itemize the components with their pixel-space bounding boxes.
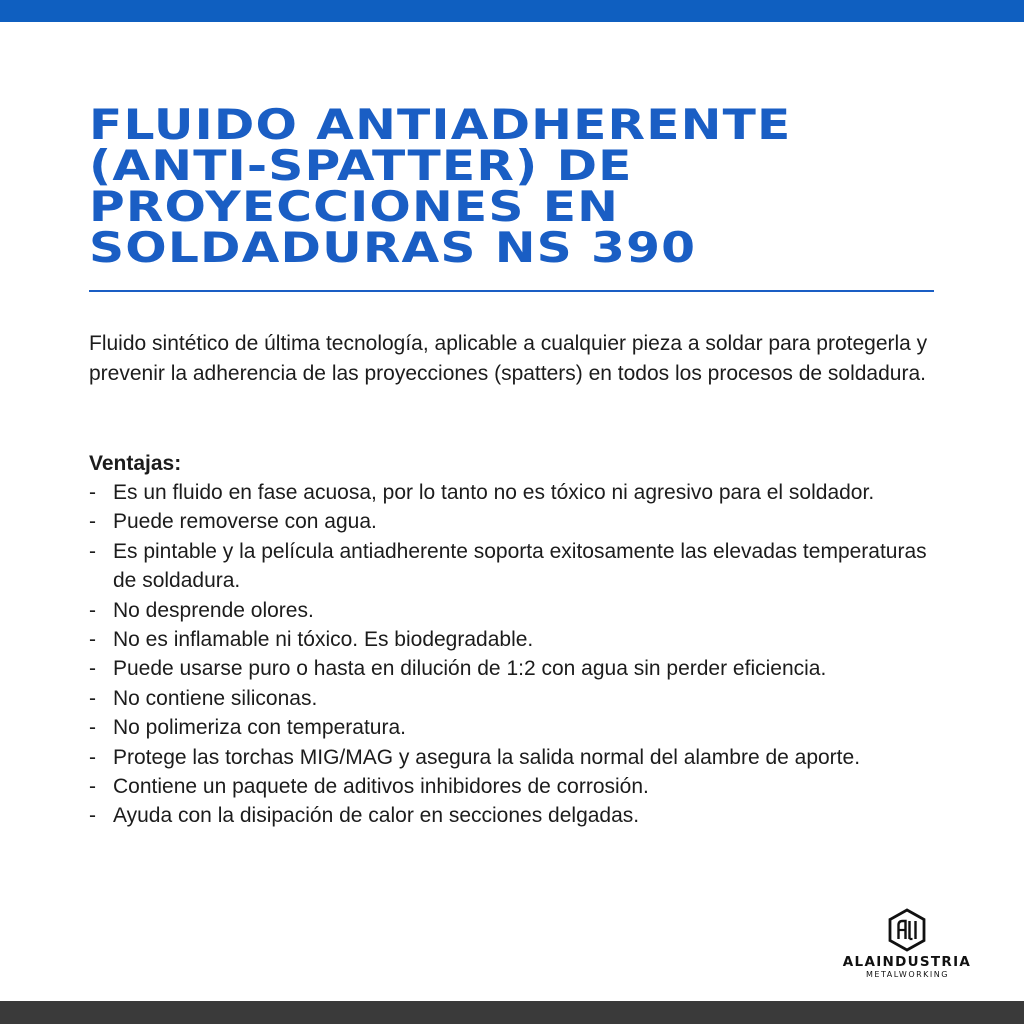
logo-tagline: METALWORKING bbox=[866, 970, 949, 979]
page-title bbox=[89, 100, 1024, 272]
logo-name: ALAINDUSTRIA bbox=[842, 954, 972, 970]
list-item: - No polimeriza con temperatura. bbox=[89, 713, 939, 742]
advantages-heading: Ventajas: bbox=[89, 452, 182, 475]
list-item: - Es pintable y la película antiadherente soporta exitosamente las elevadas temperaturas de soldadura. bbox=[89, 537, 939, 596]
advantages-list bbox=[89, 478, 939, 831]
title-line: FLUIDO ANTIADHERENTE bbox=[89, 100, 792, 149]
list-item: - Ayuda con la disipación de calor en secciones delgadas. bbox=[89, 801, 939, 830]
list-item: - No contiene siliconas. bbox=[89, 684, 939, 713]
bottom-footer-bar bbox=[0, 1001, 1024, 1024]
hexagon-ali-monogram-icon bbox=[887, 908, 927, 952]
list-item: - No desprende olores. bbox=[89, 596, 939, 625]
list-item: - Contiene un paquete de aditivos inhibidores de corrosión. bbox=[89, 772, 939, 801]
intro-paragraph: Fluido sintético de última tecnología, aplicable a cualquier pieza a soldar para protegerla y prevenir la adherencia de las proyecciones (spatters) en todos los procesos de soldadura. bbox=[89, 332, 928, 385]
company-logo bbox=[822, 908, 992, 979]
title-line: PROYECCIONES EN bbox=[89, 182, 620, 231]
top-accent-bar bbox=[0, 0, 1024, 22]
list-item: - Puede usarse puro o hasta en dilución de 1:2 con agua sin perder eficiencia. bbox=[89, 654, 939, 683]
list-item: - No es inflamable ni tóxico. Es biodegradable. bbox=[89, 625, 939, 654]
list-item: - Es un fluido en fase acuosa, por lo tanto no es tóxico ni agresivo para el soldador. bbox=[89, 478, 939, 507]
title-divider bbox=[89, 290, 934, 292]
title-line: (ANTI-SPATTER) DE bbox=[89, 141, 633, 190]
list-item: - Protege las torchas MIG/MAG y asegura la salida normal del alambre de aporte. bbox=[89, 743, 939, 772]
title-line: SOLDADURAS NS 390 bbox=[89, 223, 697, 272]
list-item: - Puede removerse con agua. bbox=[89, 507, 939, 536]
